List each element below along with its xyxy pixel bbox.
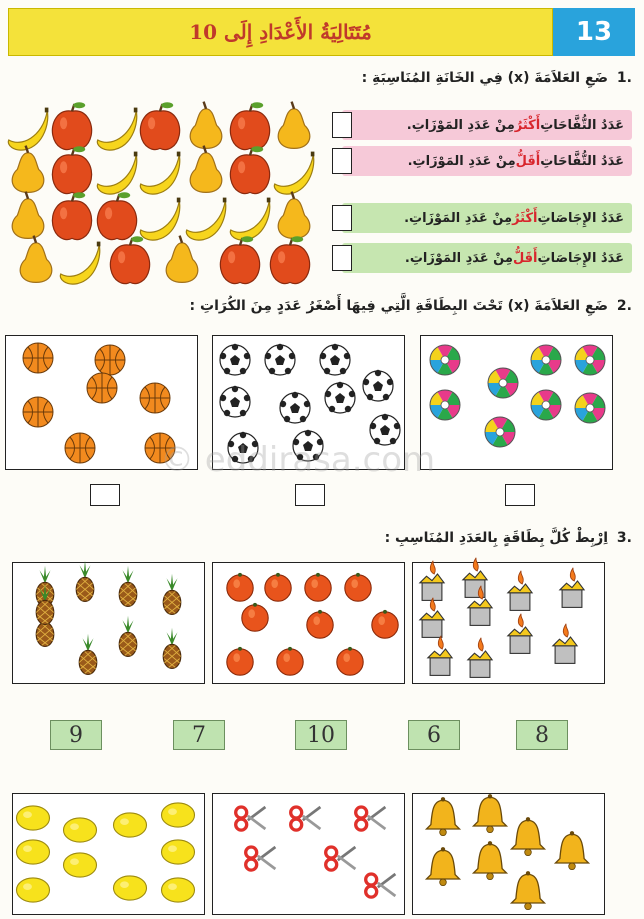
lemon-icon	[64, 818, 97, 842]
statement-3-highlight: أَكْثَرُ	[512, 210, 538, 226]
ex1-number: .1	[616, 70, 632, 86]
ex2-number: .2	[616, 298, 632, 314]
lemon-icon	[162, 803, 195, 827]
statement-1-highlight: أَكْثَرُ	[514, 117, 541, 133]
orange-icon	[265, 573, 291, 601]
statement-1-pre: عَدَدُ التُّفَّاحَاتِ	[540, 117, 624, 133]
bell-icon	[512, 817, 545, 856]
statement-2-post: مِنْ عَدَدِ المَوْزَاتِ.	[407, 153, 516, 169]
candle-icon	[420, 598, 444, 638]
candle-icon	[560, 568, 584, 608]
page-number-badge: 13	[553, 8, 635, 56]
orange-icon	[242, 603, 268, 631]
candle-icon	[553, 624, 577, 664]
statement-3-pre: عَدَدُ الإِجَاصَاتِ	[537, 210, 624, 226]
pineapple-icon	[76, 561, 94, 602]
ex3-number: .3	[616, 530, 632, 546]
candle-icon	[428, 636, 452, 676]
pineapple-icon	[119, 616, 137, 657]
pineapple-icon	[163, 574, 181, 615]
lemon-icon	[114, 813, 147, 837]
candle-icon	[468, 638, 492, 678]
statement-4-pre: عَدَدُ الإِجَاصَاتِ	[537, 250, 624, 266]
statement-1-post: مِنْ عَدَدِ المَوْزَاتِ.	[406, 117, 515, 133]
pineapple-icon	[79, 634, 97, 675]
scissors-icon	[366, 874, 396, 897]
scissors-icon	[236, 807, 266, 830]
scissors-icon	[246, 847, 276, 870]
ex1-instruction: ضَعِ العَلاَمَةَ (x) فِي الخَانَةِ المُنَاسِبَةِ :	[361, 70, 609, 86]
pineapple-icon	[163, 628, 181, 669]
watermark: © eddirasa.com	[160, 440, 436, 480]
lemon-icon	[17, 840, 50, 864]
candle-icon	[508, 614, 532, 654]
candle-icon	[508, 571, 532, 611]
lemon-icon	[17, 878, 50, 902]
orange-icon	[372, 610, 398, 638]
lemon-icon	[162, 840, 195, 864]
page-title: مُتَتَالِيَةُ الأَعْدَادِ إِلَى 10	[189, 20, 372, 44]
lemon-icon	[64, 853, 97, 877]
bell-icon	[556, 831, 589, 870]
bell-icon	[427, 847, 460, 886]
number-card-7[interactable]: 7	[173, 720, 225, 750]
scissors-icon	[291, 807, 321, 830]
orange-icon	[227, 573, 253, 601]
ex3-instruction: اِرْبِطْ كُلَّ بِطَاقَةٍ بِالعَدَدِ المُنَاسِبِ :	[384, 530, 609, 546]
number-card-6[interactable]: 6	[408, 720, 460, 750]
statement-2-highlight: أَقَلُّ	[515, 153, 541, 169]
statement-4-post: مِنْ عَدَدِ المَوْزَاتِ.	[404, 250, 513, 266]
bell-icon	[474, 841, 507, 880]
bell-icon	[512, 871, 545, 910]
orange-icon	[337, 647, 363, 675]
bell-icon	[474, 794, 507, 833]
bell-icon	[427, 797, 460, 836]
ex2-instruction: ضَعِ العَلاَمَةَ (x) تَحْتَ البِطَاقَةِ الَّتِي فِيهَا أَصْغَرُ عَدَدٍ مِنَ الكُرَاتِ :	[189, 298, 609, 314]
number-card-10[interactable]: 10	[295, 720, 347, 750]
pineapple-icon	[119, 566, 137, 607]
orange-icon	[305, 573, 331, 601]
lemon-icon	[114, 876, 147, 900]
scissors-icon	[356, 807, 386, 830]
statement-4-highlight: أَقَلُّ	[512, 250, 538, 266]
scissors-icon	[326, 847, 356, 870]
orange-icon	[307, 610, 333, 638]
statement-3-post: مِنْ عَدَدِ المَوْزَاتِ.	[404, 210, 513, 226]
lemon-icon	[162, 878, 195, 902]
number-card-9[interactable]: 9	[50, 720, 102, 750]
lemon-icon	[17, 806, 50, 830]
number-card-8[interactable]: 8	[516, 720, 568, 750]
candle-icon	[463, 558, 487, 598]
candle-icon	[420, 561, 444, 601]
orange-icon	[345, 573, 371, 601]
orange-icon	[277, 647, 303, 675]
orange-icon	[227, 647, 253, 675]
statement-2-pre: عَدَدُ التُّفَّاحَاتِ	[540, 153, 624, 169]
